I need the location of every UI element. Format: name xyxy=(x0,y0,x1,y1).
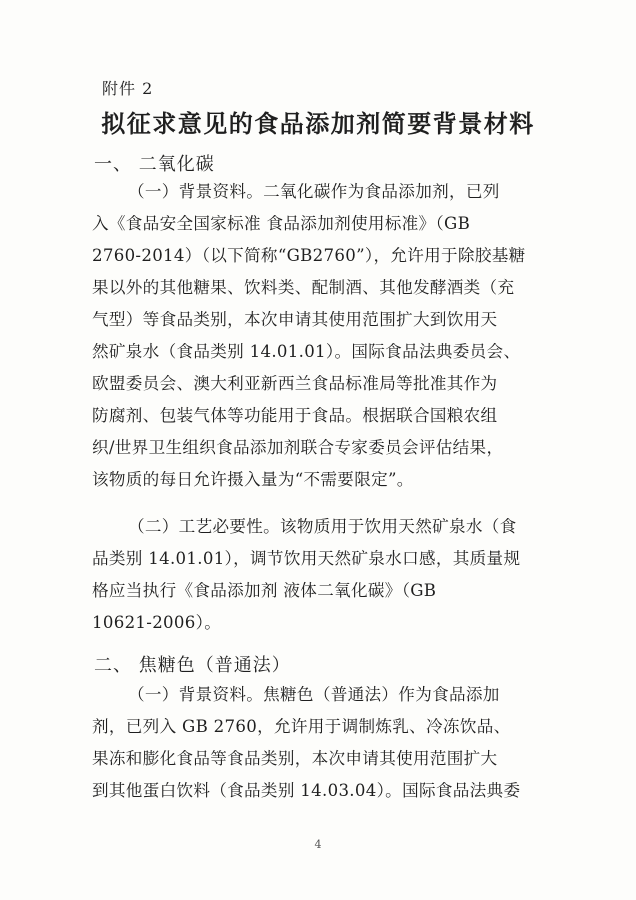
text-line: 格应当执行《食品添加剂 液体二氧化碳》（GB xyxy=(92,581,437,600)
text-line: 防腐剂、包装气体等功能用于食品。根据联合国粮农组 xyxy=(92,406,498,425)
text-line: 品类别 14.01.01），调节饮用天然矿泉水口感，其质量规 xyxy=(92,549,521,568)
page-number: 4 xyxy=(314,838,322,851)
text-line: 2760-2014）（以下简称“GB2760”），允许用于除胶基糖 xyxy=(92,246,526,265)
text-line: 入《食品安全国家标准 食品添加剂使用标准》（GB xyxy=(92,214,471,233)
section-heading-carbon-dioxide: 一、 二氧化碳 xyxy=(94,154,215,175)
text-line: （一）背景资料。焦糖色（普通法）作为食品添加 xyxy=(128,685,500,704)
text-line: （一）背景资料。二氧化碳作为食品添加剂，已列 xyxy=(128,182,500,201)
paragraph-background-caramel-color xyxy=(92,679,547,807)
text-line: 气型）等食品类别，本次申请其使用范围扩大到饮用天 xyxy=(92,310,498,329)
section-heading-caramel-color: 二、 焦糖色（普通法） xyxy=(94,655,291,676)
text-line: 然矿泉水（食品类别 14.01.01）。国际食品法典委员会、 xyxy=(92,342,521,361)
text-line: 该物质的每日允许摄入量为“不需要限定”。 xyxy=(92,470,414,489)
paragraph-background-carbon-dioxide xyxy=(92,176,547,496)
paragraph-process-necessity xyxy=(92,511,547,639)
text-line: 果以外的其他糖果、饮料类、配制酒、其他发酵酒类（充 xyxy=(92,278,515,297)
text-line: （二）工艺必要性。该物质用于饮用天然矿泉水（食 xyxy=(128,517,517,536)
attachment-label: 附件 2 xyxy=(102,79,154,98)
text-line: 欧盟委员会、澳大利亚新西兰食品标准局等批准其作为 xyxy=(92,374,498,393)
text-line: 织/世界卫生组织食品添加剂联合专家委员会评估结果， xyxy=(92,438,504,457)
text-line: 10621-2006）。 xyxy=(92,613,222,632)
document-title: 拟征求意见的食品添加剂简要背景材料 xyxy=(101,110,535,138)
text-line: 剂，已列入 GB 2760，允许用于调制炼乳、冷冻饮品、 xyxy=(92,717,511,736)
text-line: 到其他蛋白饮料（食品类别 14.03.04）。国际食品法典委 xyxy=(92,781,521,800)
text-line: 果冻和膨化食品等食品类别，本次申请其使用范围扩大 xyxy=(92,749,498,768)
